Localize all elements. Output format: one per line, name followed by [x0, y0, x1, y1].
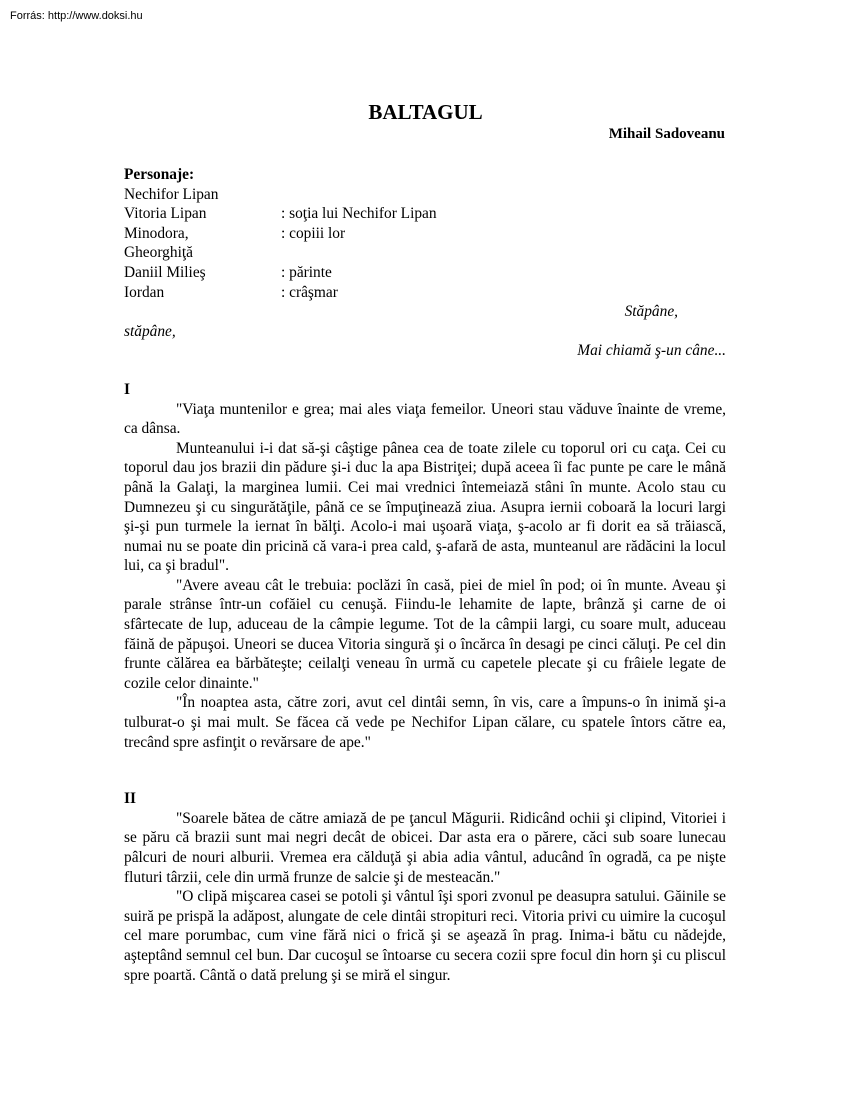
character-row — [124, 185, 726, 205]
chapter-heading-1: I — [124, 380, 130, 398]
epigraph-line: Stăpâne, — [624, 303, 678, 321]
character-role: : copiii lor — [281, 224, 346, 242]
characters-label: Personaje: — [124, 166, 195, 183]
character-row — [124, 263, 726, 283]
paragraph: Munteanului i-i dat să-şi câştige pânea cea de toate zilele cu toporul ori cu caţa. Cei cu toporul dau jos brazii din pădure şi-i duc la apa Bistriţei; după aceea îi fac punte pe care le mână până la Galaţi, la marginea lumii. Cei mai vrednici întemeiază stâni în munte. Acolo stau cu Dumnezeu şi cu singurătăţile, până ce se împuţinează ziua. Asupra iernii coboară la locuri largi şi-şi pun turmele la iernat în bălţi. Acolo-i mai uşoară viaţa, ş-acolo ar fi dorit ea să trăiască, numai nu se poate din pricină că vara-i prea cald, ş-afară de asta, munteanul are rădăcini la locul lui, ca şi bradul". — [124, 439, 726, 575]
character-role: : crâşmar — [281, 283, 338, 301]
character-row — [124, 243, 726, 263]
paragraph: "În noaptea asta, către zori, avut cel dintâi semn, în vis, care a împuns-o în inimă şi-a tulburat-o şi mai mult. Se făcea că vede pe Nechifor Lipan călare, cu spatele întors către ea, trecând spre asfinţit o revărsare de ape." — [124, 694, 726, 751]
character-name: Vitoria Lipan — [124, 205, 207, 223]
character-row — [124, 283, 726, 303]
character-name: Iordan — [124, 283, 165, 301]
character-role: : părinte — [281, 263, 332, 281]
source-line: Forrás: http://www.doksi.hu — [10, 10, 143, 22]
paragraph: "Viaţa muntenilor e grea; mai ales viaţa femeilor. Uneori stau văduve înainte de vreme, ca dânsa. — [124, 400, 726, 438]
character-row — [124, 204, 726, 224]
character-row — [124, 224, 726, 244]
document-body — [124, 165, 726, 985]
epigraph-line: stăpâne, — [124, 322, 176, 340]
character-name: Nechifor Lipan — [124, 185, 219, 203]
book-title: BALTAGUL — [368, 100, 483, 124]
character-name: Gheorghiţă — [124, 244, 193, 262]
chapter-heading-2: II — [124, 790, 136, 808]
characters-list — [124, 185, 726, 303]
paragraph: "O clipă mişcarea casei se potoli şi vântul îşi spori zvonul pe deasupra satului. Găinile se suiră pe prispă la adăpost, alungate de cele dintâi stropituri reci. Vitoria privi cu uimire la cucoşul cel mare porumbac, cum vine fără nici o frică şi se aşează în prag. Inima-i bătu cu nădejde, aşteptând semnul cel bun. Dar cucoşul se întoarse cu secera cozii spre focul din horn şi cu pliscul spre poartă. Cântă o dată prelung şi se miră el singur. — [124, 888, 726, 984]
character-name: Minodora, — [124, 224, 189, 242]
paragraph: "Soarele bătea de către amiază de pe ţancul Măgurii. Ridicând ochii şi clipind, Vitoriei i se păru că brazii sunt mai negri decât de obicei. Dar asta era o părere, căci sub soare lunecau pâlcuri de nouri alburii. Vremea era călduţă şi abia adia vântul, aducând în ogradă, ca pe nişte fluturi târzii, cele din urmă frunze de salcie şi de mesteacăn." — [124, 809, 726, 886]
paragraph: "Avere aveau cât le trebuia: poclăzi în casă, piei de miel în pod; oi în munte. Aveau şi parale strânse într-un cofăiel cu cenuşă. Fiindu-le lehamite de lapte, brânză şi carne de oi sfârtecate de lup, aduceau de la câmpie legume. Tot de la câmpii largi, cu soare mult, aduceau făină de păpuşoi. Uneori se ducea Vitoria singură şi o încărca în desagi pe cinci căluţi. Pe cel din frunte călărea ea bărbăteşte; ceilalţi veneau în urmă cu capetele plecate şi cu frâiele legate de cozile celor dinainte." — [124, 576, 726, 692]
author-name: Mihail Sadoveanu — [608, 126, 725, 142]
character-role: : soţia lui Nechifor Lipan — [281, 205, 437, 223]
character-name: Daniil Milieş — [124, 263, 206, 281]
epigraph-line: Mai chiamă ş-un câne... — [577, 342, 726, 360]
epigraph — [124, 302, 726, 361]
